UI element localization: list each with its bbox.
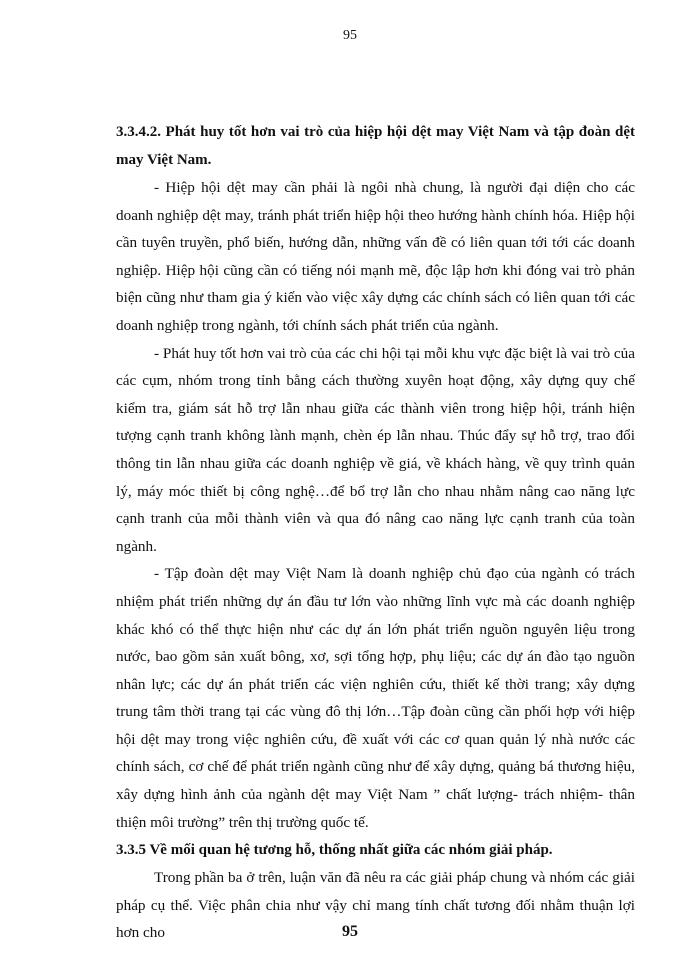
section-heading-3342: 3.3.4.2. Phát huy tốt hơn vai trò của hiệp hội dệt may Việt Nam và tập đoàn dệt may Việt Nam. xyxy=(116,124,635,168)
page-number-bottom: 95 xyxy=(342,923,358,940)
document-body xyxy=(116,118,635,947)
paragraph-tap-doan: - Tập đoàn dệt may Việt Nam là doanh nghiệp chủ đạo của ngành có trách nhiệm phát triển những dự án đầu tư lớn vào những lĩnh vực mà các doanh nghiệp khác khó có thể thực hiện như các dự án lớn phát triển nguồn nguyên liệu trong nước, bao gồm sản xuất bông, xơ, sợi tổng hợp, phụ liệu; các dự án đào tạo nguồn nhân lực; các dự án phát triển các viện nghiên cứu, thiết kế thời trang; xây dựng trung tâm thời trang tại các vùng đô thị lớn…Tập đoàn cũng cần phối hợp với hiệp hội dệt may trong việc nghiên cứu, đề xuất với các cơ quan quản lý nhà nước các chính sách, cơ chế để phát triển ngành cũng như để xây dựng, quảng bá thương hiệu, xây dựng hình ảnh của ngành dệt may Việt Nam ” chất lượng- trách nhiệm- thân thiện môi trường” trên thị trường quốc tế. xyxy=(116,565,635,831)
paragraph-phan-ba: Trong phần ba ở trên, luận văn đã nêu ra các giải pháp chung và nhóm các giải pháp cụ thể. Việc phân chia như vậy chỉ mang tính chất tương đối nhằm thuận lợi hơn cho xyxy=(116,869,635,942)
section-heading-335: 3.3.5 Về mối quan hệ tương hỗ, thống nhất giữa các nhóm giải pháp. xyxy=(116,842,553,859)
paragraph-hiep-hoi: - Hiệp hội dệt may cần phải là ngôi nhà chung, là người đại diện cho các doanh nghiệp dệt may, tránh phát triển hiệp hội theo hướng hành chính hóa. Hiệp hội cần tuyên truyền, phổ biến, hướng dẫn, những vấn đề có liên quan tới tới các doanh nghiệp. Hiệp hội cũng cần có tiếng nói mạnh mẽ, độc lập hơn khi đóng vai trò phản biện cũng như tham gia ý kiến vào việc xây dựng các chính sách có liên quan tới các doanh nghiệp trong ngành, tới chính sách phát triển của ngành. xyxy=(116,179,635,334)
paragraph-chi-hoi: - Phát huy tốt hơn vai trò của các chi hội tại mỗi khu vực đặc biệt là vai trò của các cụm, nhóm trong tỉnh bằng cách thường xuyên hoạt động, xây dựng quy chế kiểm tra, giám sát hỗ trợ lẫn nhau giữa các thành viên trong hiệp hội, tránh hiện tượng cạnh tranh không lành mạnh, chèn ép lẫn nhau. Thúc đẩy sự hỗ trợ, trao đổi thông tin lẫn nhau giữa các doanh nghiệp về giá, về khách hàng, về quy trình quản lý, máy móc thiết bị công nghệ…để bổ trợ lẫn cho nhau nhằm nâng cao năng lực cạnh tranh của mỗi thành viên và qua đó nâng cao năng lực cạnh tranh của toàn ngành. xyxy=(116,344,635,555)
page-number-top: 95 xyxy=(343,28,357,43)
